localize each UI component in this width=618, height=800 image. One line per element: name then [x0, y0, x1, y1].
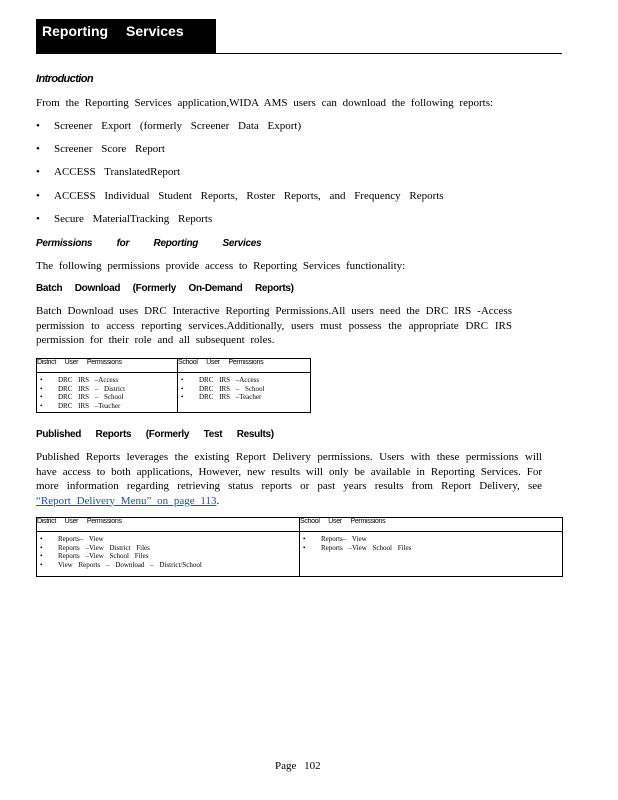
district-permissions-cell: [37, 532, 300, 577]
table-row: • DRC IRS – District: [40, 384, 126, 393]
section-title-banner: [36, 19, 216, 54]
introduction-heading: Introduction: [36, 73, 93, 85]
table-row: • Reports– View: [303, 535, 367, 543]
table-row: • DRC IRS –Teacher: [40, 401, 121, 410]
page-number: Page 102: [275, 760, 321, 772]
section-title: Reporting Services: [42, 23, 184, 39]
school-permissions-cell: [300, 532, 563, 577]
list-item: • ACCESS TranslatedReport: [36, 166, 181, 178]
batch-download-text: Batch Download uses DRC Interactive Reporting Permissions.All users need the DRC IRS -Access permission to access reporting services.Additionally, users must possess the appropriate DRC IRS permission for their role and all subsequent roles.: [36, 305, 512, 346]
table-row: • DRC IRS –Teacher: [181, 393, 262, 402]
table-row: • Reports– View: [40, 535, 104, 543]
table-row: • Reports –View School Files: [40, 552, 149, 561]
table-row: • DRC IRS –Access: [181, 376, 260, 384]
list-item: • ACCESS Individual Student Reports, Roster Reports, and Frequency Reports: [36, 190, 444, 202]
report-delivery-menu-link[interactable]: “Report Delivery Menu” on page 113: [36, 494, 217, 507]
permissions-heading: Permissions for Reporting Services: [36, 238, 262, 249]
batch-download-heading: Batch Download (Formerly On-Demand Reports): [36, 283, 294, 294]
school-permissions-cell: [178, 373, 311, 413]
published-permissions-table: [36, 517, 563, 577]
district-permissions-header: District User Permissions: [37, 359, 178, 373]
introduction-text: From the Reporting Services application,WIDA AMS users can download the following reports:: [36, 97, 494, 109]
table-row: • View Reports – Download – District/School: [40, 560, 202, 569]
table-row: • Reports –View School Files: [303, 543, 412, 552]
header-rule: [216, 53, 562, 54]
table-row: • DRC IRS –Access: [40, 376, 119, 384]
district-permissions-header: District User Permissions: [37, 518, 300, 532]
table-row: • Reports –View District Files: [40, 543, 150, 552]
batch-permissions-table: [36, 358, 311, 413]
district-permissions-cell: [37, 373, 178, 413]
list-item: • Secure MaterialTracking Reports: [36, 213, 213, 225]
list-item: • Screener Score Report: [36, 143, 165, 155]
school-permissions-header: School User Permissions: [178, 359, 311, 373]
published-reports-heading: Published Reports (Formerly Test Results): [36, 429, 274, 440]
list-item: • Screener Export (formerly Screener Data Export): [36, 120, 302, 132]
published-reports-text: Published Reports leverages the existing Report Delivery permissions. Users with these permissions will have access to both applications, However, new results will only be available in Reporting Services. For more information regarding retrieving status reports or past years results from Report Delivery, see “Report Delivery Menu” on page 113.: [36, 451, 542, 507]
permissions-text: The following permissions provide access to Reporting Services functionality:: [36, 260, 406, 272]
table-row: • DRC IRS – School: [40, 393, 124, 402]
school-permissions-header: School User Permissions: [300, 518, 563, 532]
table-row: • DRC IRS – School: [181, 384, 265, 393]
